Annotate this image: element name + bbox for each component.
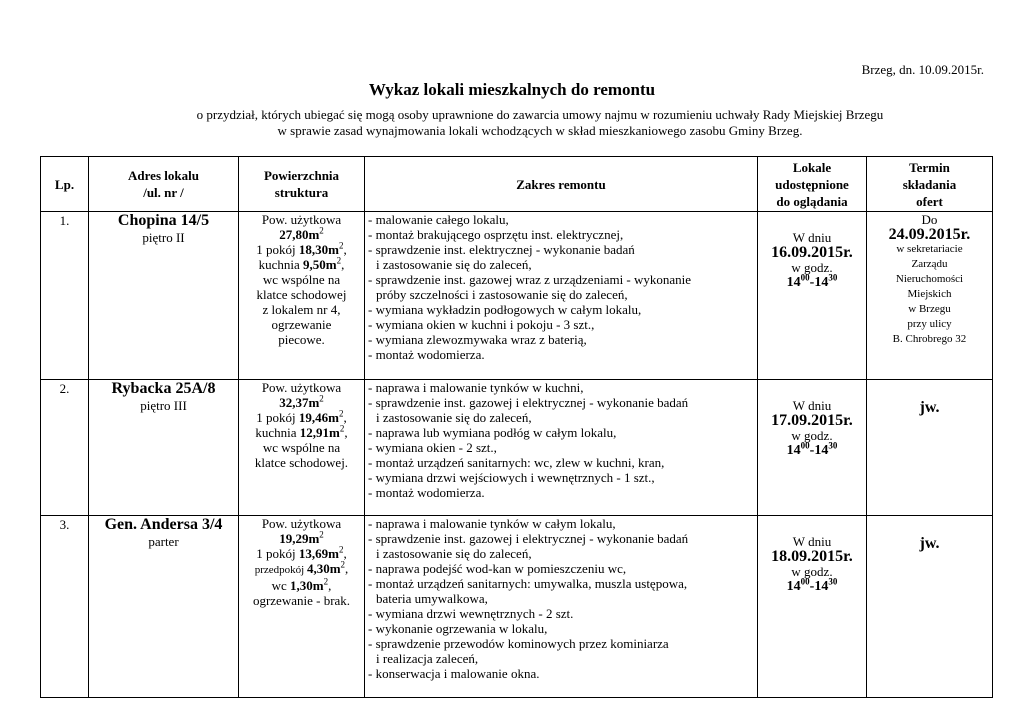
area-label: Pow. użytkowa (261, 516, 342, 531)
header-deadline (867, 157, 993, 212)
row-viewing (758, 212, 867, 380)
viewing-hours-label: w godz. (791, 260, 833, 275)
table-row (41, 212, 993, 380)
deadline-same: jw. (919, 399, 940, 416)
area-total: $32,37m^2$ (279, 393, 324, 410)
viewing-label: W dniu (792, 534, 832, 549)
area-extra-line: klatce schodowej. (254, 455, 349, 470)
row-address (89, 516, 239, 698)
area-extra-line: wc wspólne na (262, 272, 341, 287)
scope-item: - sprawdzenie inst. gazowej i elektrycznej - wykonanie badań (368, 531, 689, 546)
scope-item: - montaż urządzeń sanitarnych: umywalka, muszla ustępowa, (368, 576, 688, 591)
row-viewing (758, 380, 867, 516)
area-kitchen: kuchnia $9,50m^2$, (258, 255, 345, 272)
address-name: Chopina 14/5 (117, 212, 210, 229)
scope-item: - montaż wodomierza. (368, 485, 485, 500)
row-lp: 1. (41, 212, 89, 380)
viewing-hours-label: w godz. (791, 564, 833, 579)
scope-item: - konserwacja i malowanie okna. (368, 666, 540, 681)
viewing-date: 18.09.2015r. (771, 548, 853, 565)
area-label: Pow. użytkowa (261, 212, 342, 227)
deadline-place: Miejskich (907, 288, 952, 300)
header-viewing (758, 157, 867, 212)
viewing-hours: $14^{00}-14^{30}$ (786, 576, 838, 594)
scope-item: próby szczelności i zastosowanie się do zaleceń, (376, 287, 628, 302)
deadline-place: w Brzegu (908, 303, 951, 315)
area-room: 1 pokój $13,69m^2$, (256, 544, 347, 561)
area-extra-line: z lokalem nr 4, (262, 302, 341, 317)
header-area-line-1: Powierzchnia (263, 168, 340, 183)
area-total: $19,29m^2$ (279, 529, 324, 546)
header-deadline-line-3: ofert (916, 193, 943, 209)
scope-item: i zastosowanie się do zaleceń, (376, 546, 532, 561)
subtitle-line-2: w sprawie zasad wynajmowania lokali wchodzących w skład mieszkaniowego zasobu Gminy Brzeg. (277, 123, 803, 138)
viewing-date: 17.09.2015r. (771, 412, 853, 429)
area-extra-line: ogrzewanie (271, 317, 332, 332)
address-floor: piętro III (140, 398, 187, 413)
header-viewing-line-3: do oglądania (776, 193, 848, 209)
area-room: 1 pokój $19,46m^2$, (256, 408, 347, 425)
scope-item: - naprawa lub wymiana podłóg w całym lokalu, (368, 425, 617, 440)
row-area (239, 516, 365, 698)
scope-item: i zastosowanie się do zaleceń, (376, 257, 532, 272)
scope-item: bateria umywalkowa, (376, 591, 488, 606)
area-extra-line: piecowe. (278, 332, 325, 347)
row-deadline (867, 516, 993, 698)
row-deadline (867, 212, 993, 380)
document-date: Brzeg, dn. 10.09.2015r. (861, 62, 984, 77)
row-address (89, 380, 239, 516)
table-header-row (41, 157, 993, 212)
area-wc: wc $1,30m^2$, (271, 576, 332, 593)
row-area (239, 380, 365, 516)
address-floor: piętro II (142, 230, 185, 245)
header-deadline-line-2: składania (902, 176, 957, 192)
scope-item: - sprawdzenie przewodów kominowych przez kominiarza (368, 636, 669, 651)
deadline-date: 24.09.2015r. (888, 226, 971, 243)
viewing-date: 16.09.2015r. (771, 244, 853, 261)
address-floor: parter (148, 534, 179, 549)
scope-item: - wymiana zlewozmywaka wraz z baterią, (368, 332, 587, 347)
row-scope (365, 380, 758, 516)
area-extra-line: wc wspólne na (262, 440, 341, 455)
deadline-place: Nieruchomości (895, 273, 964, 285)
row-scope (365, 212, 758, 380)
viewing-label: W dniu (792, 398, 832, 413)
scope-item: - wymiana drzwi wewnętrznych - 2 szt. (368, 606, 574, 621)
deadline-place: w sekretariacie (896, 243, 963, 255)
scope-item: i realizacja zaleceń, (376, 651, 479, 666)
apartments-table (40, 156, 993, 698)
row-scope (365, 516, 758, 698)
header-viewing-line-1: Lokale (792, 159, 832, 175)
deadline-place: przy ulicy (907, 318, 952, 330)
scope-item: - montaż wodomierza. (368, 347, 485, 362)
table-row (41, 516, 993, 698)
scope-item: - naprawa i malowanie tynków w kuchni, (368, 380, 584, 395)
area-kitchen: kuchnia $12,91m^2$, (255, 423, 348, 440)
scope-item: - wymiana okien w kuchni i pokoju - 3 szt., (368, 317, 595, 332)
header-address-line-2: /ul. nr / (143, 185, 184, 200)
row-viewing (758, 516, 867, 698)
scope-item: - wymiana drzwi wejściowych i wewnętrznych - 1 szt., (368, 470, 655, 485)
deadline-prefix: Do (921, 212, 938, 227)
scope-item: - montaż urządzeń sanitarnych: wc, zlew w kuchni, kran, (368, 455, 665, 470)
viewing-hours: $14^{00}-14^{30}$ (786, 440, 838, 458)
area-total: $27,80m^2$ (279, 225, 324, 242)
viewing-label: W dniu (792, 230, 832, 245)
row-area (239, 212, 365, 380)
document-subtitle (0, 107, 1024, 139)
viewing-hours: $14^{00}-14^{30}$ (786, 272, 838, 290)
area-extra-line: ogrzewanie - brak. (252, 593, 351, 608)
header-area (239, 157, 365, 212)
row-address (89, 212, 239, 380)
row-lp: 3. (41, 516, 89, 698)
deadline-place: B. Chrobrego 32 (892, 333, 967, 345)
document-title: Wykaz lokali mieszkalnych do remontu (368, 80, 656, 99)
area-room: 1 pokój $18,30m^2$, (256, 240, 347, 257)
header-area-line-2: struktura (274, 185, 329, 200)
scope-item: - malowanie całego lokalu, (368, 212, 509, 227)
address-name: Gen. Andersa 3/4 (104, 516, 223, 533)
area-label: Pow. użytkowa (261, 380, 342, 395)
scope-item: - sprawdzenie inst. gazowej wraz z urządzeniami - wykonanie (368, 272, 692, 287)
deadline-same: jw. (919, 535, 940, 552)
scope-item: - wymiana wykładzin podłogowych w całym lokalu, (368, 302, 642, 317)
header-viewing-line-2: udostępnione (775, 176, 849, 192)
area-extra-line: klatce schodowej (256, 287, 347, 302)
scope-item: - naprawa i malowanie tynków w całym lokalu, (368, 516, 616, 531)
header-lp: Lp. (41, 157, 89, 212)
area-hallway: przedpokój $4,30m^2$, (254, 559, 349, 576)
scope-item: - wymiana okien - 2 szt., (368, 440, 497, 455)
deadline-place: Zarządu (911, 258, 948, 270)
row-deadline (867, 380, 993, 516)
header-scope: Zakres remontu (365, 157, 758, 212)
scope-item: - wykonanie ogrzewania w lokalu, (368, 621, 548, 636)
header-address-line-1: Adres lokalu (128, 168, 199, 183)
scope-item: - montaż brakującego osprzętu inst. elektrycznej, (368, 227, 624, 242)
header-address (89, 157, 239, 212)
row-lp: 2. (41, 380, 89, 516)
header-deadline-line-1: Termin (909, 159, 950, 175)
scope-item: - sprawdzenie inst. elektrycznej - wykonanie badań (368, 242, 635, 257)
address-name: Rybacka 25A/8 (111, 380, 216, 397)
subtitle-line-1: o przydział, których ubiegać się mogą osoby uprawnione do zawarcia umowy najmu w rozumieniu uchwały Rady Miejskiej Brzegu (196, 107, 884, 122)
table-row (41, 380, 993, 516)
viewing-hours-label: w godz. (791, 428, 833, 443)
scope-item: - naprawa podejść wod-kan w pomieszczeniu wc, (368, 561, 627, 576)
scope-item: - sprawdzenie inst. gazowej i elektrycznej - wykonanie badań (368, 395, 689, 410)
scope-item: i zastosowanie się do zaleceń, (376, 410, 532, 425)
